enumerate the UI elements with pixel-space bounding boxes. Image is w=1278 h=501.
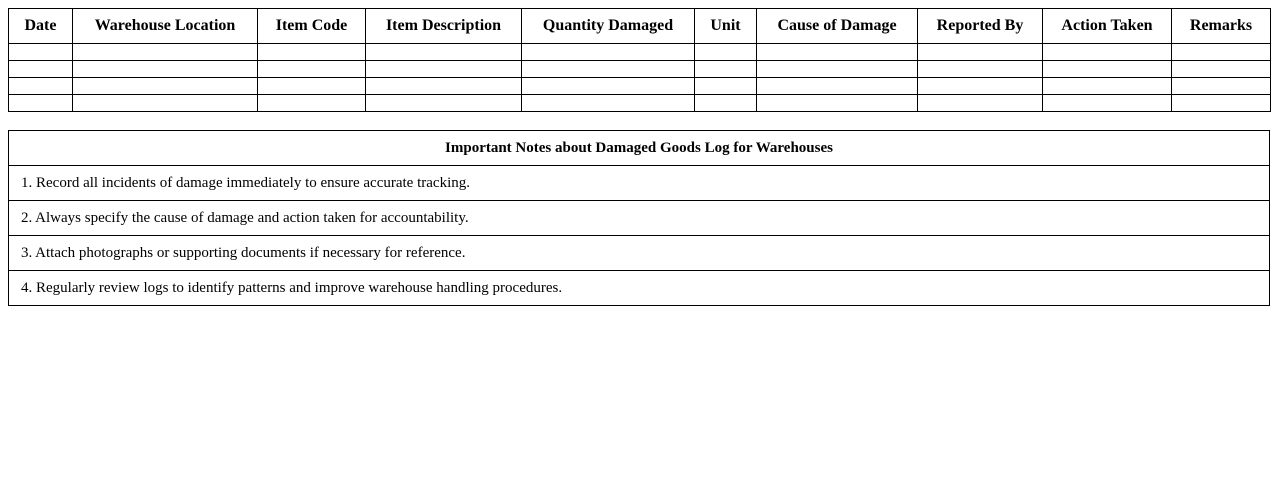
- table-cell[interactable]: [918, 61, 1043, 78]
- table-cell[interactable]: [73, 95, 258, 112]
- table-cell[interactable]: [1172, 61, 1271, 78]
- column-header-action-taken: Action Taken: [1043, 9, 1172, 44]
- column-header-date: Date: [9, 9, 73, 44]
- table-cell[interactable]: [522, 61, 695, 78]
- column-header-item-code: Item Code: [258, 9, 366, 44]
- table-cell[interactable]: [73, 78, 258, 95]
- note-row: [9, 201, 1270, 236]
- table-cell[interactable]: [9, 95, 73, 112]
- table-cell[interactable]: [695, 61, 757, 78]
- column-header-remarks: Remarks: [1172, 9, 1271, 44]
- table-cell[interactable]: [757, 95, 918, 112]
- table-cell[interactable]: [918, 44, 1043, 61]
- note-item: 2. Always specify the cause of damage and action taken for accountability.: [9, 201, 1270, 236]
- table-cell[interactable]: [366, 44, 522, 61]
- column-header-warehouse-location: Warehouse Location: [73, 9, 258, 44]
- column-header-unit: Unit: [695, 9, 757, 44]
- table-cell[interactable]: [757, 61, 918, 78]
- table-cell[interactable]: [695, 44, 757, 61]
- table-row: [9, 61, 1271, 78]
- notes-title: Important Notes about Damaged Goods Log for Warehouses: [9, 131, 1270, 166]
- note-item: 4. Regularly review logs to identify patterns and improve warehouse handling procedures.: [9, 271, 1270, 306]
- note-row: [9, 271, 1270, 306]
- damaged-goods-log-table: [8, 8, 1271, 112]
- column-header-quantity-damaged: Quantity Damaged: [522, 9, 695, 44]
- table-cell[interactable]: [73, 61, 258, 78]
- table-cell[interactable]: [258, 95, 366, 112]
- note-item: 1. Record all incidents of damage immediately to ensure accurate tracking.: [9, 166, 1270, 201]
- table-cell[interactable]: [1043, 44, 1172, 61]
- table-cell[interactable]: [757, 78, 918, 95]
- table-cell[interactable]: [258, 61, 366, 78]
- table-cell[interactable]: [1043, 61, 1172, 78]
- table-cell[interactable]: [1172, 44, 1271, 61]
- table-cell[interactable]: [695, 95, 757, 112]
- note-row: [9, 166, 1270, 201]
- note-row: [9, 236, 1270, 271]
- table-cell[interactable]: [1043, 95, 1172, 112]
- table-row: [9, 95, 1271, 112]
- table-row: [9, 78, 1271, 95]
- table-cell[interactable]: [522, 78, 695, 95]
- table-cell[interactable]: [1043, 78, 1172, 95]
- table-cell[interactable]: [9, 78, 73, 95]
- table-cell[interactable]: [73, 44, 258, 61]
- table-row: [9, 44, 1271, 61]
- table-cell[interactable]: [695, 78, 757, 95]
- notes-header-row: [9, 131, 1270, 166]
- table-cell[interactable]: [9, 44, 73, 61]
- table-cell[interactable]: [258, 78, 366, 95]
- note-item: 3. Attach photographs or supporting documents if necessary for reference.: [9, 236, 1270, 271]
- table-cell[interactable]: [1172, 78, 1271, 95]
- table-cell[interactable]: [522, 95, 695, 112]
- table-cell[interactable]: [918, 95, 1043, 112]
- table-cell[interactable]: [366, 61, 522, 78]
- table-cell[interactable]: [366, 78, 522, 95]
- log-header-row: [9, 9, 1271, 44]
- table-cell[interactable]: [9, 61, 73, 78]
- column-header-cause-of-damage: Cause of Damage: [757, 9, 918, 44]
- column-header-item-description: Item Description: [366, 9, 522, 44]
- column-header-reported-by: Reported By: [918, 9, 1043, 44]
- table-cell[interactable]: [258, 44, 366, 61]
- important-notes-table: [8, 130, 1270, 306]
- table-cell[interactable]: [918, 78, 1043, 95]
- table-cell[interactable]: [757, 44, 918, 61]
- table-cell[interactable]: [1172, 95, 1271, 112]
- table-cell[interactable]: [522, 44, 695, 61]
- table-cell[interactable]: [366, 95, 522, 112]
